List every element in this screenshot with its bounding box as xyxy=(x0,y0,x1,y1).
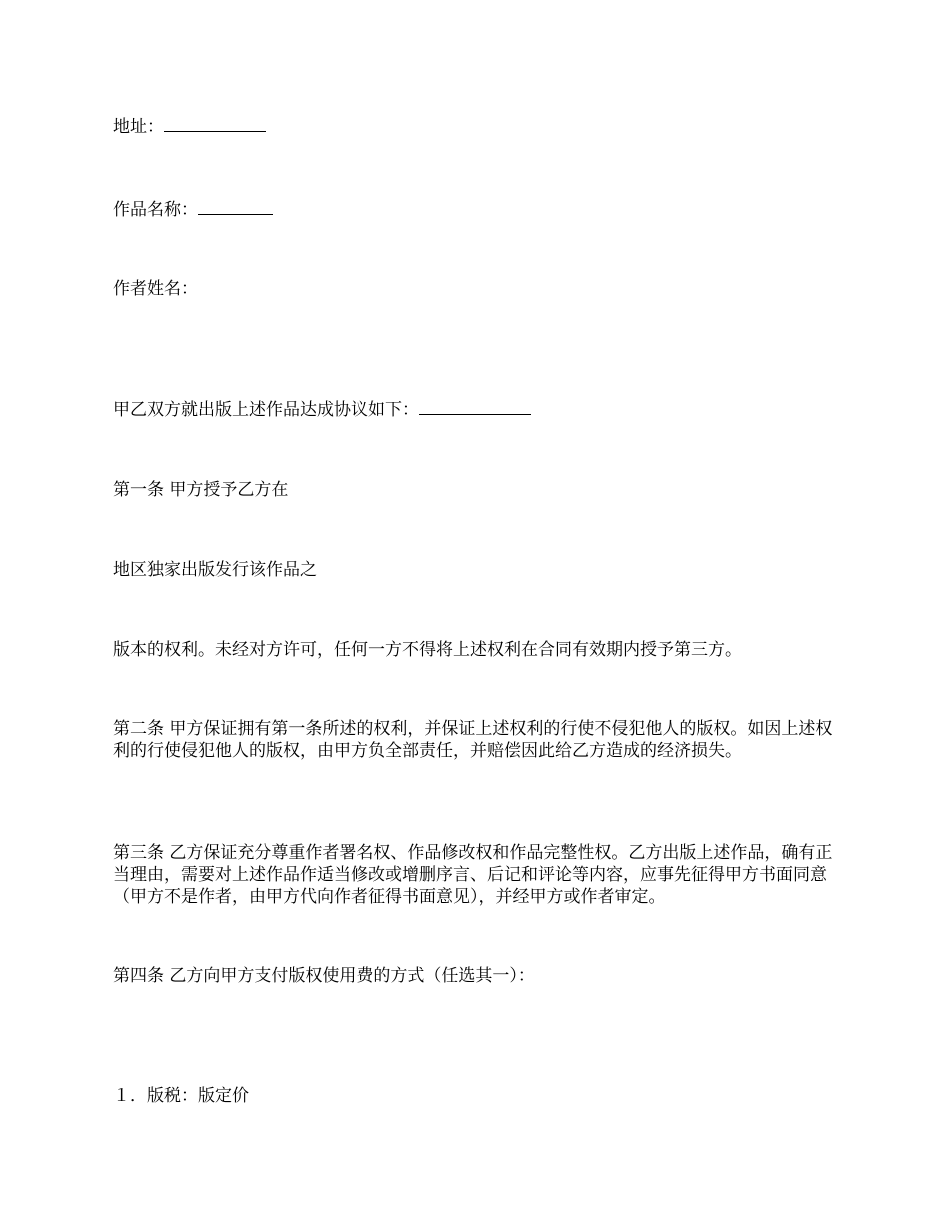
agreement-intro-line xyxy=(113,398,843,421)
article-4: 第四条 乙方向甲方支付版权使用费的方式（任选其一）： xyxy=(113,966,535,986)
work-title-line xyxy=(113,198,843,221)
article-1-line-2: 地区独家出版发行该作品之 xyxy=(113,560,317,580)
agreement-intro: 甲乙双方就出版上述作品达成协议如下： xyxy=(113,400,419,420)
item-1-royalty: １．版税：版定价 xyxy=(113,1086,249,1106)
address-label: 地址： xyxy=(113,117,164,137)
author-label: 作者姓名： xyxy=(113,279,198,299)
article-2: 第二条 甲方保证拥有第一条所述的权利，并保证上述权利的行使不侵犯他人的版权。如因上述权利的行使侵犯他人的版权，由甲方负全部责任，并赔偿因此给乙方造成的经济损失。 xyxy=(113,719,833,761)
agreement-blank xyxy=(419,398,531,415)
address-line xyxy=(113,115,843,138)
author-line xyxy=(113,278,843,300)
address-blank xyxy=(164,115,266,132)
article-1-line-3: 版本的权利。未经对方许可，任何一方不得将上述权利在合同有效期内授予第三方。 xyxy=(113,640,742,660)
article-3: 第三条 乙方保证充分尊重作者署名权、作品修改权和作品完整性权。乙方出版上述作品，确有正当理由，需要对上述作品作适当修改或增删序言、后记和评论等内容，应事先征得甲方书面同意（甲方不是作者，由甲方代向作者征得书面意见），并经甲方或作者审定。 xyxy=(113,843,833,907)
article-1-line-1: 第一条 甲方授予乙方在 xyxy=(113,480,289,500)
work-title-label: 作品名称： xyxy=(113,200,198,220)
work-title-blank xyxy=(198,198,273,215)
